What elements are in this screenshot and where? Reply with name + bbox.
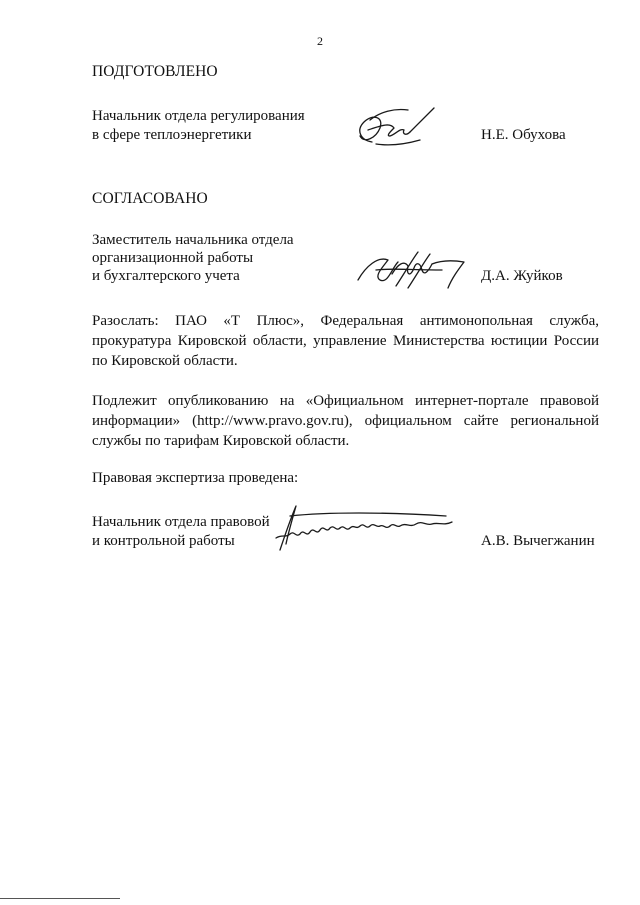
prepared-heading: ПОДГОТОВЛЕНО bbox=[92, 63, 218, 80]
prepared-position-line-2: в сфере теплоэнергетики bbox=[92, 127, 252, 143]
legal-signatory-name: А.В. Вычегжанин bbox=[481, 533, 595, 549]
distribution-line-1: Разослать: ПАО «Т Плюс», Федеральная антимонопольная служба, bbox=[92, 313, 599, 329]
publication-line-2: информации» (http://www.pravo.gov.ru), официальном сайте региональной bbox=[92, 413, 599, 429]
footer-rule bbox=[0, 898, 120, 899]
signature-vychegzhanin bbox=[266, 498, 466, 554]
prepared-signatory-name: Н.Е. Обухова bbox=[481, 127, 566, 143]
publication-paragraph bbox=[92, 391, 599, 451]
legal-position-line-2: и контрольной работы bbox=[92, 533, 235, 549]
prepared-position-line-1: Начальник отдела регулирования bbox=[92, 108, 305, 124]
legal-review-text: Правовая экспертиза проведена: bbox=[92, 470, 299, 486]
agreed-signatory-name: Д.А. Жуйков bbox=[481, 268, 563, 284]
distribution-paragraph bbox=[92, 311, 599, 371]
signature-obukhova bbox=[350, 100, 440, 160]
agreed-position-line-2: организационной работы bbox=[92, 250, 254, 266]
legal-position-line-1: Начальник отдела правовой bbox=[92, 514, 270, 530]
publication-line-1: Подлежит опубликованию на «Официальном интернет-портале правовой bbox=[92, 393, 599, 409]
distribution-line-3: по Кировской области. bbox=[92, 353, 238, 369]
agreed-position-line-1: Заместитель начальника отдела bbox=[92, 232, 294, 248]
agreed-heading: СОГЛАСОВАНО bbox=[92, 190, 208, 207]
agreed-position-line-3: и бухгалтерского учета bbox=[92, 268, 240, 284]
distribution-line-2: прокуратура Кировской области, управление Министерства юстиции России bbox=[92, 333, 599, 349]
publication-line-3: службы по тарифам Кировской области. bbox=[92, 433, 350, 449]
signature-zhuikov bbox=[352, 240, 472, 296]
page-number: 2 bbox=[317, 34, 323, 48]
